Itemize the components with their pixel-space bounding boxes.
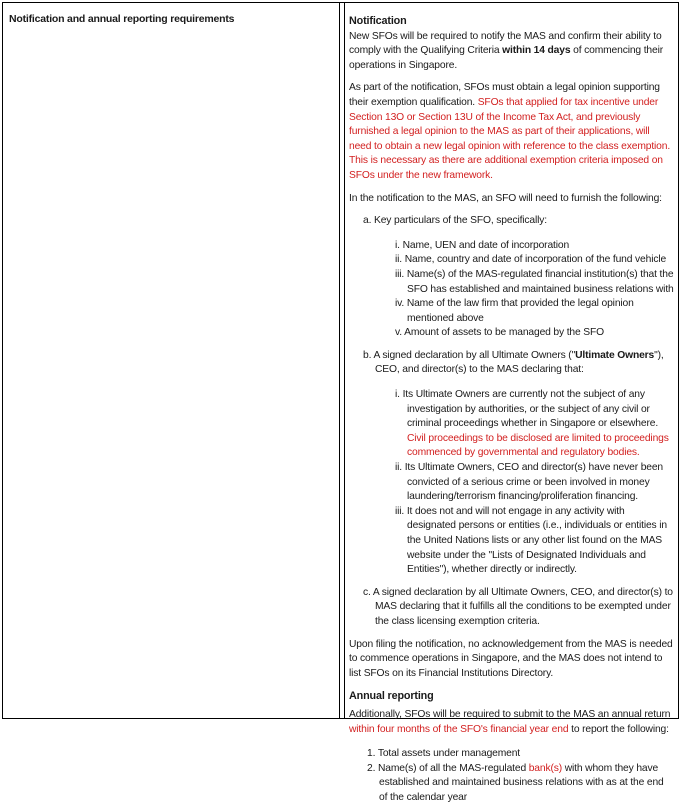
sublist-a [393,239,674,341]
sublist-b-item-iii: iii. It does not and will not engage in any activity with designated persons or entities (i.e., individuals or entities in the United Nations lists or any other list found on the MAS website under the "Lists of Designated Individuals and Entities"), whether directly or indirectly. [395,505,667,576]
sublist-a-item: i. Name, UEN and date of incorporation [395,239,570,251]
notification-heading: Notification [349,15,407,27]
requirements-table [2,2,679,803]
row-title: Notification and annual reporting requirements [9,13,235,25]
notification-paragraph-1: New SFOs will be required to notify the MAS and confirm their ability to comply with the Qualifying Criteria within 14 days of commencing their operations in Singapore. [349,30,663,71]
sublist-b-item-ii: ii. Its Ultimate Owners, CEO and director(s) have never been convicted of a serious crime or been involved in money laundering/terrorism financing/proliferation financing. [395,462,664,503]
list-item-b: b. A signed declaration by all Ultimate Owners ("Ultimate Owners"), CEO, and director(s) to the MAS declaring that: i. Its Ultimate Owners are currently not the subject of any investigation by authorities, or the subject of any civil or criminal proceedings whether in Singapore or elsewhere. Civil proceedings to be disclosed are limited to proceedings commenced by governmental and regulatory bodies. ii. Its Ultimate Owners, CEO and director(s) have never been convicted of a serious crime or been involved in money laundering/terrorism financing/proliferation financing. iii. It does not and will not engage in any activity with designated persons or entities (i.e., individuals or entities in the United Nations lists or any other list found on the MAS website under the "Lists of Designated Individuals and Entities"), whether directly or indirectly. [363,349,674,578]
list-item-c: c. A signed declaration by all Ultimate Owners, CEO, and director(s) to MAS declaring that it fulfills all the conditions to be exempted under the class licensing exemption criteria. [363,586,673,627]
notification-paragraph-2: As part of the notification, SFOs must obtain a legal opinion supporting their exemption qualification. SFOs that applied for tax incentive under Section 13O or Section 13U of the Income Tax Act, and previously furnished a legal opinion to the MAS as part of their applications, will need to obtain a new legal opinion with reference to the class exemption. This is necessary as there are additional exemption criteria imposed on SFOs under the new framework. [349,82,671,181]
annual-paragraph-1: Additionally, SFOs will be required to submit to the MAS an annual return within four months of the SFO's financial year end to report the following: [349,708,671,735]
annual-reporting-heading: Annual reporting [349,690,434,703]
sublist-b-item-i: i. Its Ultimate Owners are currently not the subject of any investigation by authorities, or the subject of any civil or criminal proceedings whether in Singapore or elsewhere. Civil proceedings to be disclosed are limited to proceedings commenced by governmental and regulatory bodies. [395,389,669,459]
notification-paragraph-3: In the notification to the MAS, an SFO will need to furnish the following: [349,192,662,204]
sublist-a-item: iv. Name of the law firm that provided the legal opinion mentioned above [395,298,634,324]
sublist-b [393,388,674,578]
annual-list [367,747,674,805]
list-item-a: a. Key particulars of the SFO, specifically: i. Name, UEN and date of incorporation ii. Name, country and date of incorporation of the fund vehicle iii. Name(s) of the MAS-regulated financial institution(s) that the SFO has established and maintained business relations with iv. Name of the law firm that provided the legal opinion mentioned above v. Amount of assets to be managed by the SFO [363,214,674,341]
notification-paragraph-4: Upon filing the notification, no acknowledgement from the MAS is needed to commence operations in Singapore, and the MAS does not intend to list SFOs on its Financial Institutions Directory. [349,638,673,679]
notification-list [363,214,674,629]
annual-list-item-1: 1. Total assets under management [367,748,521,760]
left-cell [3,3,340,718]
annual-list-item-2: 2. Name(s) of all the MAS-regulated bank(s) with whom they have established and maintained business relations with as at the end of the calendar year [367,762,664,803]
red-highlight-text: SFOs that applied for tax incentive under Section 13O or Section 13U of the Income Tax Act, and previously furnished a legal opinion to the MAS as part of their applications, will need to obtain a new legal opinion with reference to the class exemption. This is necessary as there are additional exemption criteria imposed on SFOs under the new framework. [349,96,671,181]
right-cell [344,3,678,803]
sublist-a-item: iii. Name(s) of the MAS-regulated financial institution(s) that the SFO has established and maintained business relations with [395,268,674,295]
sublist-a-item: v. Amount of assets to be managed by the SFO [395,327,605,339]
sublist-a-item: ii. Name, country and date of incorporation of the fund vehicle [395,254,667,266]
